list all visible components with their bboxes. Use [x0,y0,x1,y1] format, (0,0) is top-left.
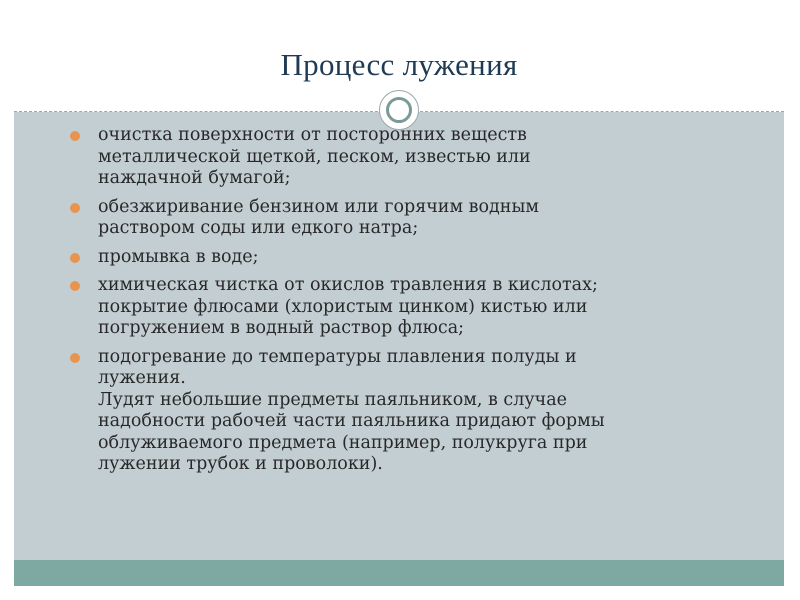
bullet-dot-icon [70,203,80,213]
bullet-line: Лудят небольшие предметы паяльником, в случае [98,389,567,410]
bullet-line: облуживаемого предмета (например, полукруга при [98,432,588,453]
bullet-dot-icon [70,253,80,263]
list-item [66,247,766,269]
bullet-line: металлической щеткой, песком, известью или [98,146,531,167]
bullet-list [66,125,766,483]
list-item [66,125,766,190]
slide [14,14,784,586]
bullet-line: погружением в водный раствор флюса; [98,318,465,338]
bottom-bar [14,560,784,586]
bullet-line: промывка в воде; [98,246,259,267]
bullet-line: наждачной бумагой; [98,168,291,188]
bullet-line: обезжиривание бензином или горячим водным [98,196,540,217]
bullet-line: очистка поверхности от посторонних веществ [98,125,527,145]
bullet-line: раствором соды или едкого натра; [98,218,419,238]
medallion-ornament [379,90,419,130]
bullet-dot-icon [70,131,80,141]
slide-title: Процесс лужения [280,47,518,82]
list-item [66,197,766,240]
bullet-line: химическая чистка от окислов травления в кислотах; [98,275,598,295]
bullet-line: лужения. [98,368,186,388]
bullet-line: лужении трубок и проволоки). [98,454,383,474]
bullet-line: покрытие флюсами (хлористым цинком) кистью или [98,296,588,317]
bullet-line: надобности рабочей части паяльника придают формы [98,411,605,431]
list-item [66,347,766,476]
bullet-dot-icon [70,353,80,363]
bullet-dot-icon [70,281,80,291]
list-item [66,275,766,340]
bullet-line: подогревание до температуры плавления полуды и [98,346,577,367]
medallion-ring [386,97,412,123]
